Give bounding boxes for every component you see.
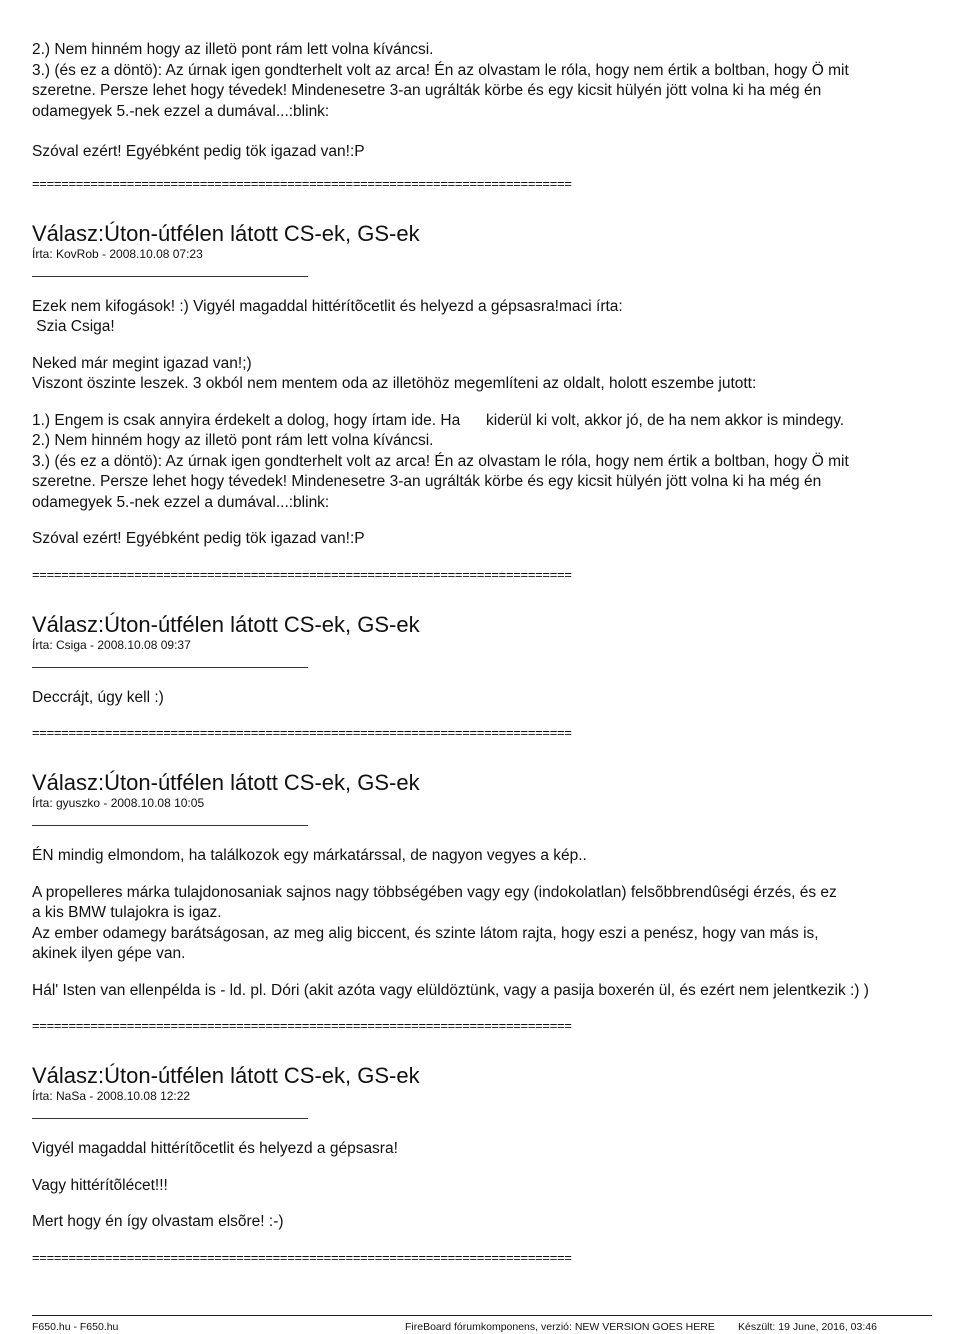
footer-site: F650.hu - F650.hu (32, 1321, 119, 1333)
post-title: Válasz:Úton-útfélen látott CS-ek, GS-ek (32, 611, 420, 637)
post-list (32, 221, 932, 1267)
post-line: Hál' Isten van ellenpélda is - ld. pl. Dóri (akit azóta vagy elüldöztünk, vagy a pasija boxerén ül, és ezért nem jelentkezik :) ) (32, 981, 869, 999)
intro-block (32, 40, 932, 193)
post-header-rule (32, 667, 308, 668)
intro-line: szeretne. Persze lehet hogy tévedek! Mindenesetre 3-an ugrálták körbe és egy kicsit hülyén jött volna ki ha még én (32, 82, 822, 99)
forum-post (32, 1063, 932, 1267)
post-header-rule (32, 825, 308, 826)
footer-timestamp: Készült: 19 June, 2016, 03:46 (738, 1321, 877, 1333)
post-separator: ========================================================================== (32, 566, 572, 582)
intro-closing: Szóval ezért! Egyébként pedig tök igazad van!:P (32, 143, 365, 160)
post-body (32, 846, 932, 1001)
post-line: Ezek nem kifogások! :) Vigyél magaddal hittérítõcetlit és helyezd a gépsasra!maci írta: (32, 297, 623, 315)
post-title: Válasz:Úton-útfélen látott CS-ek, GS-ek (32, 770, 420, 795)
forum-post (32, 612, 932, 743)
post-body (32, 297, 932, 550)
document-page (32, 40, 932, 1267)
post-separator: ========================================================================== (32, 1249, 572, 1265)
post-title: Válasz:Úton-útfélen látott CS-ek, GS-ek (32, 220, 420, 246)
post-header-rule (32, 1118, 308, 1119)
post-header-rule (32, 276, 308, 277)
post-line: 1.) Engem is csak annyira érdekelt a dolog, hogy írtam ide. Ha kiderül ki volt, akkor jó, de ha nem akkor is mindegy. (32, 411, 845, 429)
post-line: A propelleres márka tulajdonosaniak sajnos nagy többségében vagy egy (indokolatlan) felsõbbrendûségi érzés, és ez (32, 883, 837, 901)
post-line: Neked már megint igazad van!;) (32, 354, 252, 372)
post-line: ÉN mindig elmondom, ha találkozok egy márkatárssal, de nagyon vegyes a kép.. (32, 847, 587, 864)
post-line: Vagy hittérítõlécet!!! (32, 1176, 168, 1194)
post-title: Válasz:Úton-útfélen látott CS-ek, GS-ek (32, 1063, 420, 1088)
footer-divider (32, 1315, 932, 1316)
post-line: Viszont öszinte leszek. 3 okból nem mentem oda az illetöhöz megemlíteni az oldalt, holott eszembe jutott: (32, 375, 757, 392)
post-meta: Írta: Csiga - 2008.10.08 09:37 (32, 637, 191, 652)
post-line: 3.) (és ez a döntö): Az úrnak igen gondterhelt volt az arca! Én az olvastam le róla, hogy nem értik a boltban, hogy Ö mit (32, 452, 849, 470)
footer-software: FireBoard fórumkomponens, verzió: NEW VERSION GOES HERE (405, 1321, 715, 1333)
intro-line: 3.) (és ez a döntö): Az úrnak igen gondterhelt volt az arca! Én az olvastam le róla, hogy nem értik a boltban, hogy Ö mit (32, 61, 849, 79)
post-line: Mert hogy én így olvastam elsõre! :-) (32, 1213, 284, 1230)
post-separator: ========================================================================== (32, 1018, 572, 1033)
post-body (32, 1139, 932, 1233)
intro-line: odamegyek 5.-nek ezzel a dumával...:blink: (32, 102, 330, 120)
post-line: Deccrájt, úgy kell :) (32, 688, 164, 706)
intro-line: 2.) Nem hinném hogy az illetö pont rám lett volna kíváncsi. (32, 41, 434, 58)
post-body (32, 688, 932, 709)
post-line: Vigyél magaddal hittérítõcetlit és helyezd a gépsasra! (32, 1140, 398, 1157)
post-line: Az ember odamegy barátságosan, az meg alig biccent, és szinte látom rajta, hogy eszi a penész, hogy van más is, (32, 924, 819, 942)
post-line: szeretne. Persze lehet hogy tévedek! Mindenesetre 3-an ugrálták körbe és egy kicsit hülyén jött volna ki ha még én (32, 473, 822, 490)
post-meta: Írta: KovRob - 2008.10.08 07:23 (32, 246, 203, 261)
post-separator: ========================================================================== (32, 175, 572, 191)
post-line: a kis BMW tulajokra is igaz. (32, 904, 222, 921)
post-line: odamegyek 5.-nek ezzel a dumával...:blink: (32, 493, 330, 511)
post-separator: ========================================================================== (32, 725, 572, 740)
post-meta: Írta: NaSa - 2008.10.08 12:22 (32, 1089, 191, 1103)
post-line: Szóval ezért! Egyébként pedig tök igazad van!:P (32, 530, 365, 547)
post-line: akinek ilyen gépe van. (32, 945, 186, 962)
post-line: Szia Csiga! (32, 318, 115, 335)
forum-post (32, 770, 932, 1035)
forum-post (32, 221, 932, 584)
post-meta: Írta: gyuszko - 2008.10.08 10:05 (32, 796, 205, 810)
post-line: 2.) Nem hinném hogy az illetö pont rám lett volna kíváncsi. (32, 432, 434, 449)
